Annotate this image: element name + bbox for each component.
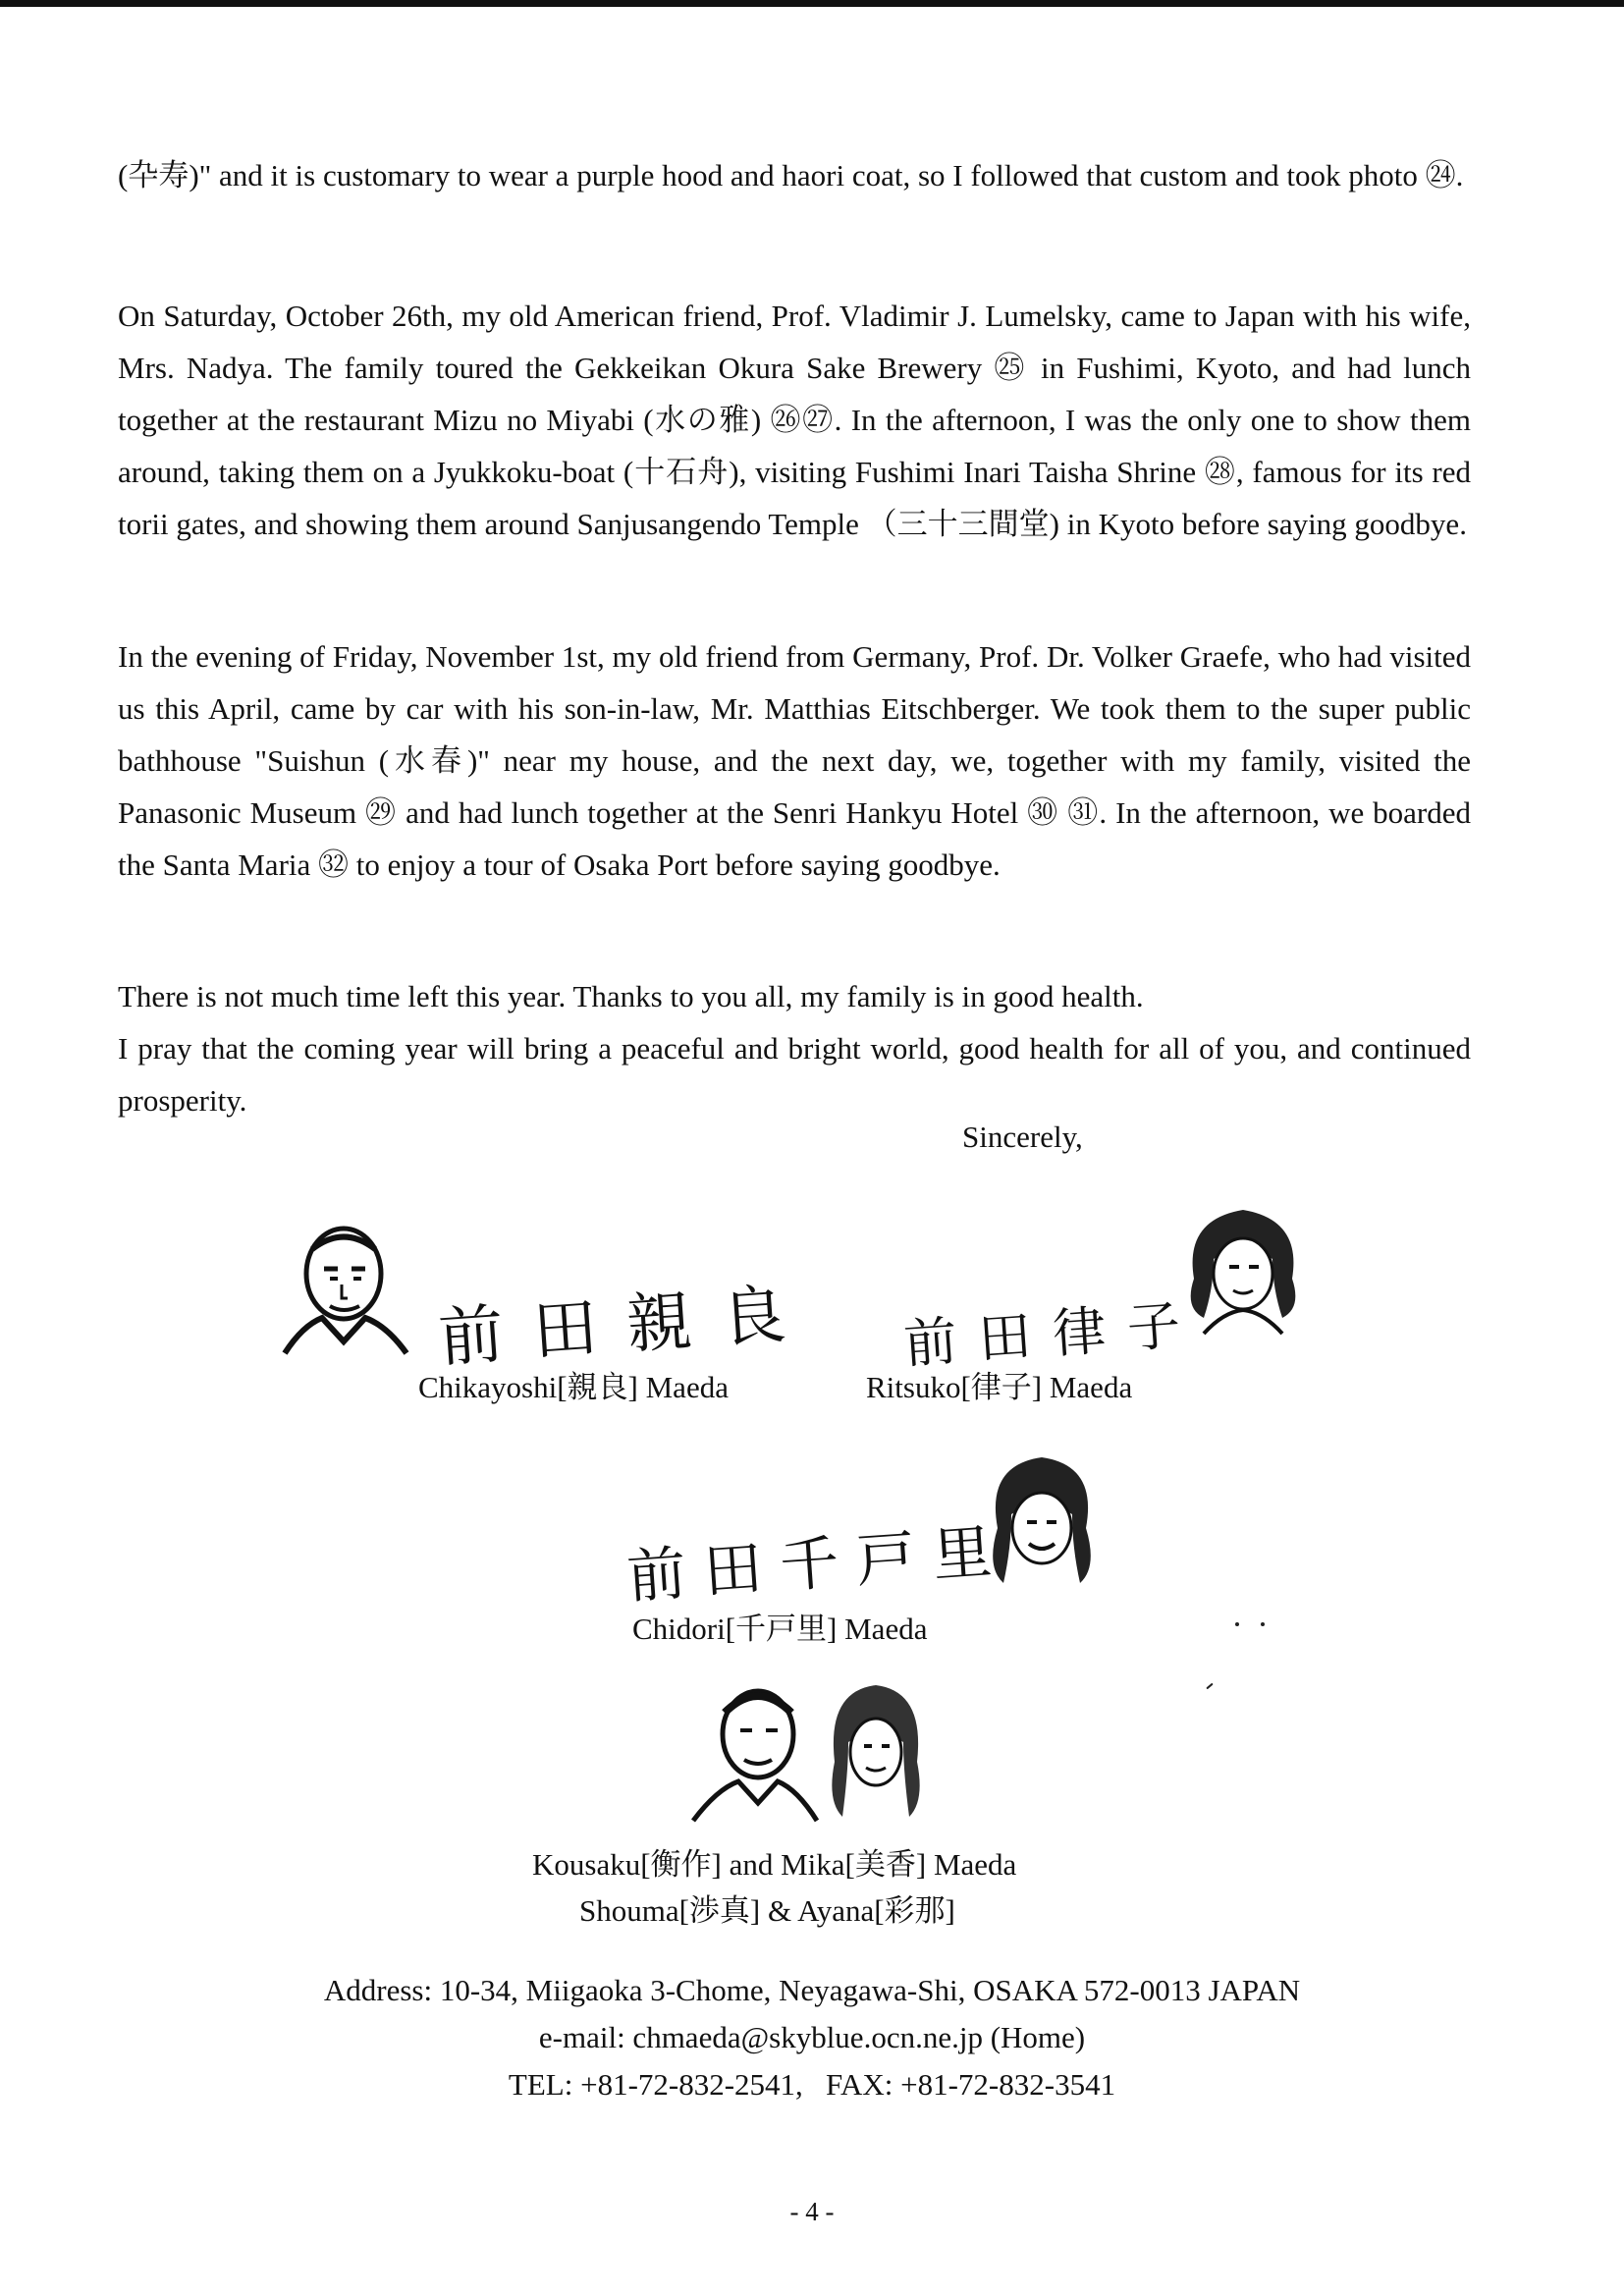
page-number: - 4 - — [789, 2197, 835, 2226]
paragraph-photo-24: (卆寿)" and it is customary to wear a purple hood and haori coat, so I followed that custom and took photo ㉔. — [118, 158, 1464, 192]
name-chikayoshi: Chikayoshi[親良] Maeda — [418, 1370, 729, 1404]
name-chidori: Chidori[千戸里] Maeda — [632, 1612, 928, 1646]
scan-speck — [1235, 1622, 1239, 1626]
ritsuko-signature: 前田律子 — [901, 1292, 1205, 1376]
contact-phone: TEL: +81-72-832-2541, FAX: +81-72-832-3541 — [508, 2067, 1116, 2102]
closing-sincerely: Sincerely, — [962, 1120, 1083, 1154]
paragraph-graefe-visit: In the evening of Friday, November 1st, my old friend from Germany, Prof. Dr. Volker Graefe, who had visited us this April, came by car with his son-in-law, Mr. Matthias Eitschberger. We took them to the super public bathhouse "Suishun (水春)" near my house, and the next day, we, together with my family, visited the Panasonic Museum ㉙ and had lunch together at the Senri Hankyu Hotel ㉚ ㉛. In the afternoon, we boarded the Santa Maria ㉜ to enjoy a tour of Osaka Port before saying goodbye. — [118, 639, 1471, 882]
kousaku-mika-portrait — [687, 1673, 943, 1827]
chikayoshi-signature: 前田親良 — [436, 1274, 818, 1377]
paragraph-lumelsky-visit: On Saturday, October 26th, my old American friend, Prof. Vladimir J. Lumelsky, came to Japan with his wife, Mrs. Nadya. The family toured the Gekkeikan Okura Sake Brewery ㉕ in Fushimi, Kyoto, and had lunch together at the restaurant Mizu no Miyabi (水の雅) ㉖㉗. In the afternoon, I was the only one to show them around, taking them on a Jyukkoku-boat (十石舟), visiting Fushimi Inari Taisha Shrine ㉘, famous for its red torii gates, and showing them around Sanjusangendo Temple （三十三間堂) in Kyoto before saying goodbye. — [118, 299, 1471, 541]
chidori-signature: 前田千戸里 — [624, 1516, 1012, 1613]
name-ritsuko: Ritsuko[律子] Maeda — [866, 1370, 1133, 1404]
scan-speck — [1261, 1622, 1265, 1626]
contact-email: e-mail: chmaeda@skyblue.ocn.ne.jp (Home) — [538, 2020, 1086, 2054]
name-kousaku-mika: Kousaku[衡作] and Mika[美香] Maeda — [532, 1847, 1017, 1882]
scan-speck — [1206, 1683, 1213, 1690]
name-shouma-ayana: Shouma[渉真] & Ayana[彩那] — [579, 1893, 955, 1928]
chikayoshi-portrait — [283, 1220, 410, 1357]
paragraph-closing-wishes: There is not much time left this year. Thanks to you all, my family is in good health. I pray that the coming year will bring a peaceful and bright world, good health for all of you, and continued prosperity. — [118, 979, 1471, 1118]
top-border-line — [0, 0, 1624, 7]
contact-address: Address: 10-34, Miigaoka 3-Chome, Neyagawa-Shi, OSAKA 572-0013 JAPAN — [323, 1973, 1301, 2007]
